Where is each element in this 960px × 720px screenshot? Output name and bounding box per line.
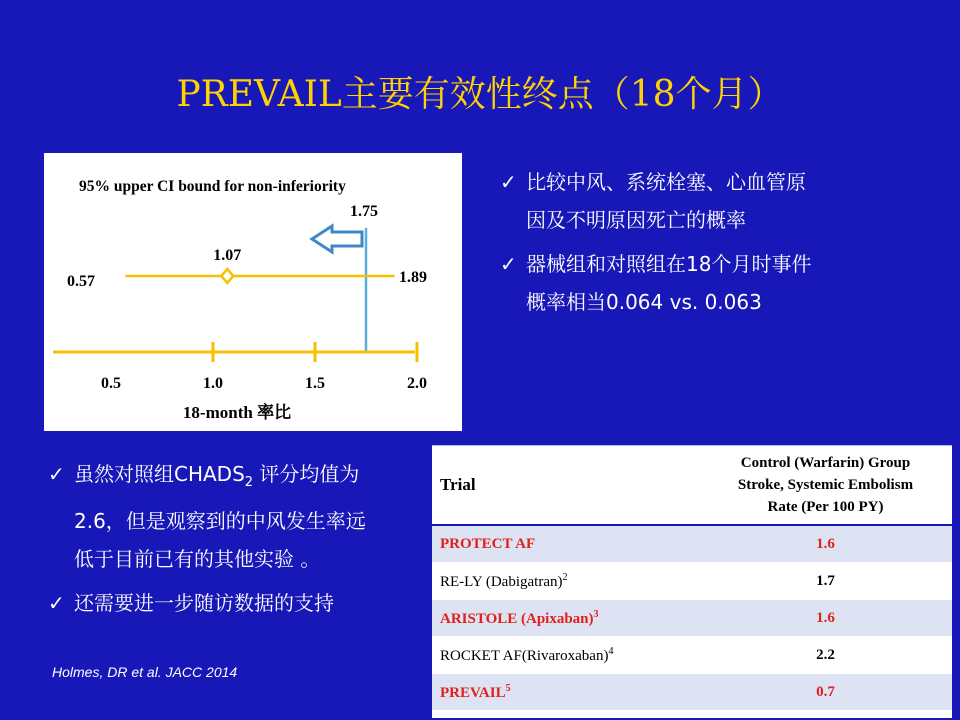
table-row (432, 674, 952, 711)
comparison-table (432, 446, 952, 711)
bullet-text: 器械组和对照组在18个月时事件 (526, 252, 812, 276)
stroke-rate-cell: 0.7 (699, 674, 952, 711)
header-rate-line: Stroke, Systemic Embolism (737, 477, 914, 493)
trial-name: ARISTOLE (Apixaban) (440, 610, 594, 627)
trial-reference: 5 (505, 682, 511, 694)
bullet-item (500, 245, 940, 321)
right-bullet-list (500, 163, 940, 327)
noninferiority-bound-header: 95% upper CI bound for non-inferiority (79, 178, 346, 195)
bullet-text: 概率相当0.064 vs. 0.063 (526, 290, 762, 314)
trial-reference: 4 (608, 645, 614, 657)
bullet-subscript: 2 (244, 475, 254, 490)
left-bullet-list (48, 455, 433, 628)
stroke-rate-cell: 1.6 (699, 600, 952, 637)
ci-low-label: 0.57 (67, 273, 95, 290)
trial-name: PREVAIL (440, 684, 506, 701)
stroke-rate-cell: 2.2 (699, 637, 952, 674)
checkmark-icon: ✓ (48, 462, 65, 486)
table-row (432, 637, 952, 674)
trial-name-cell (432, 563, 699, 600)
checkmark-icon: ✓ (500, 170, 517, 194)
header-rate-line: Rate (Per 100 PY) (767, 499, 884, 515)
trial-name-cell (432, 525, 699, 563)
trial-name: RE-LY (Dabigatran) (440, 573, 563, 590)
bullet-text: 比较中风、系统栓塞、心血管原 (526, 170, 806, 194)
point-estimate-diamond (221, 269, 233, 283)
table-header-row (432, 446, 952, 525)
x-axis (53, 342, 427, 392)
slide-title: PREVAIL主要有效性终点（18个月） (176, 74, 784, 115)
x-axis-tick-label: 0.5 (101, 375, 121, 392)
stroke-rate-cell: 1.7 (699, 563, 952, 600)
forest-plot-svg (47, 156, 459, 428)
bullet-text: 评分均值为 (253, 462, 360, 486)
bullet-item (500, 163, 940, 239)
upper-bound-label: 1.75 (350, 203, 378, 220)
stroke-rate-cell: 1.6 (699, 525, 952, 563)
bullet-text: 还需要进一步随访数据的支持 (74, 591, 334, 615)
trial-name-cell (432, 674, 699, 711)
bullet-text: 因及不明原因死亡的概率 (526, 208, 746, 232)
trial-name-cell (432, 600, 699, 637)
table-row (432, 563, 952, 600)
trial-name: ROCKET AF(Rivaroxaban) (440, 647, 609, 664)
bullet-item (48, 584, 433, 622)
bullet-text: 低于目前已有的其他实验 。 (74, 547, 321, 571)
header-rate-line: Control (Warfarin) Group (740, 455, 911, 471)
trial-name-cell (432, 637, 699, 674)
trial-reference: 2 (562, 571, 568, 583)
bullet-text: 2.6，但是观察到的中风发生率远 (74, 509, 366, 533)
header-rate (699, 446, 952, 525)
table-body (432, 525, 952, 711)
x-axis-label: 18-month 率比 (182, 403, 292, 422)
x-axis-tick-label: 2.0 (407, 375, 427, 392)
stroke-rate-table (432, 445, 952, 718)
ci-high-label: 1.89 (399, 269, 427, 286)
bullet-text: 虽然对照组CHADS (74, 462, 245, 486)
x-axis-tick-label: 1.5 (305, 375, 325, 392)
checkmark-icon: ✓ (500, 252, 517, 276)
bullet-item (48, 455, 433, 578)
checkmark-icon: ✓ (48, 591, 65, 615)
citation-footnote: Holmes, DR et al. JACC 2014 (52, 664, 238, 680)
table-row (432, 600, 952, 637)
x-axis-tick-label: 1.0 (203, 375, 223, 392)
point-estimate-label: 1.07 (213, 247, 242, 264)
left-arrow-icon (312, 226, 362, 252)
trial-reference: 3 (593, 608, 599, 620)
table-row (432, 525, 952, 563)
trial-name: PROTECT AF (440, 535, 536, 552)
header-trial: Trial (432, 446, 699, 525)
forest-plot (44, 153, 462, 431)
